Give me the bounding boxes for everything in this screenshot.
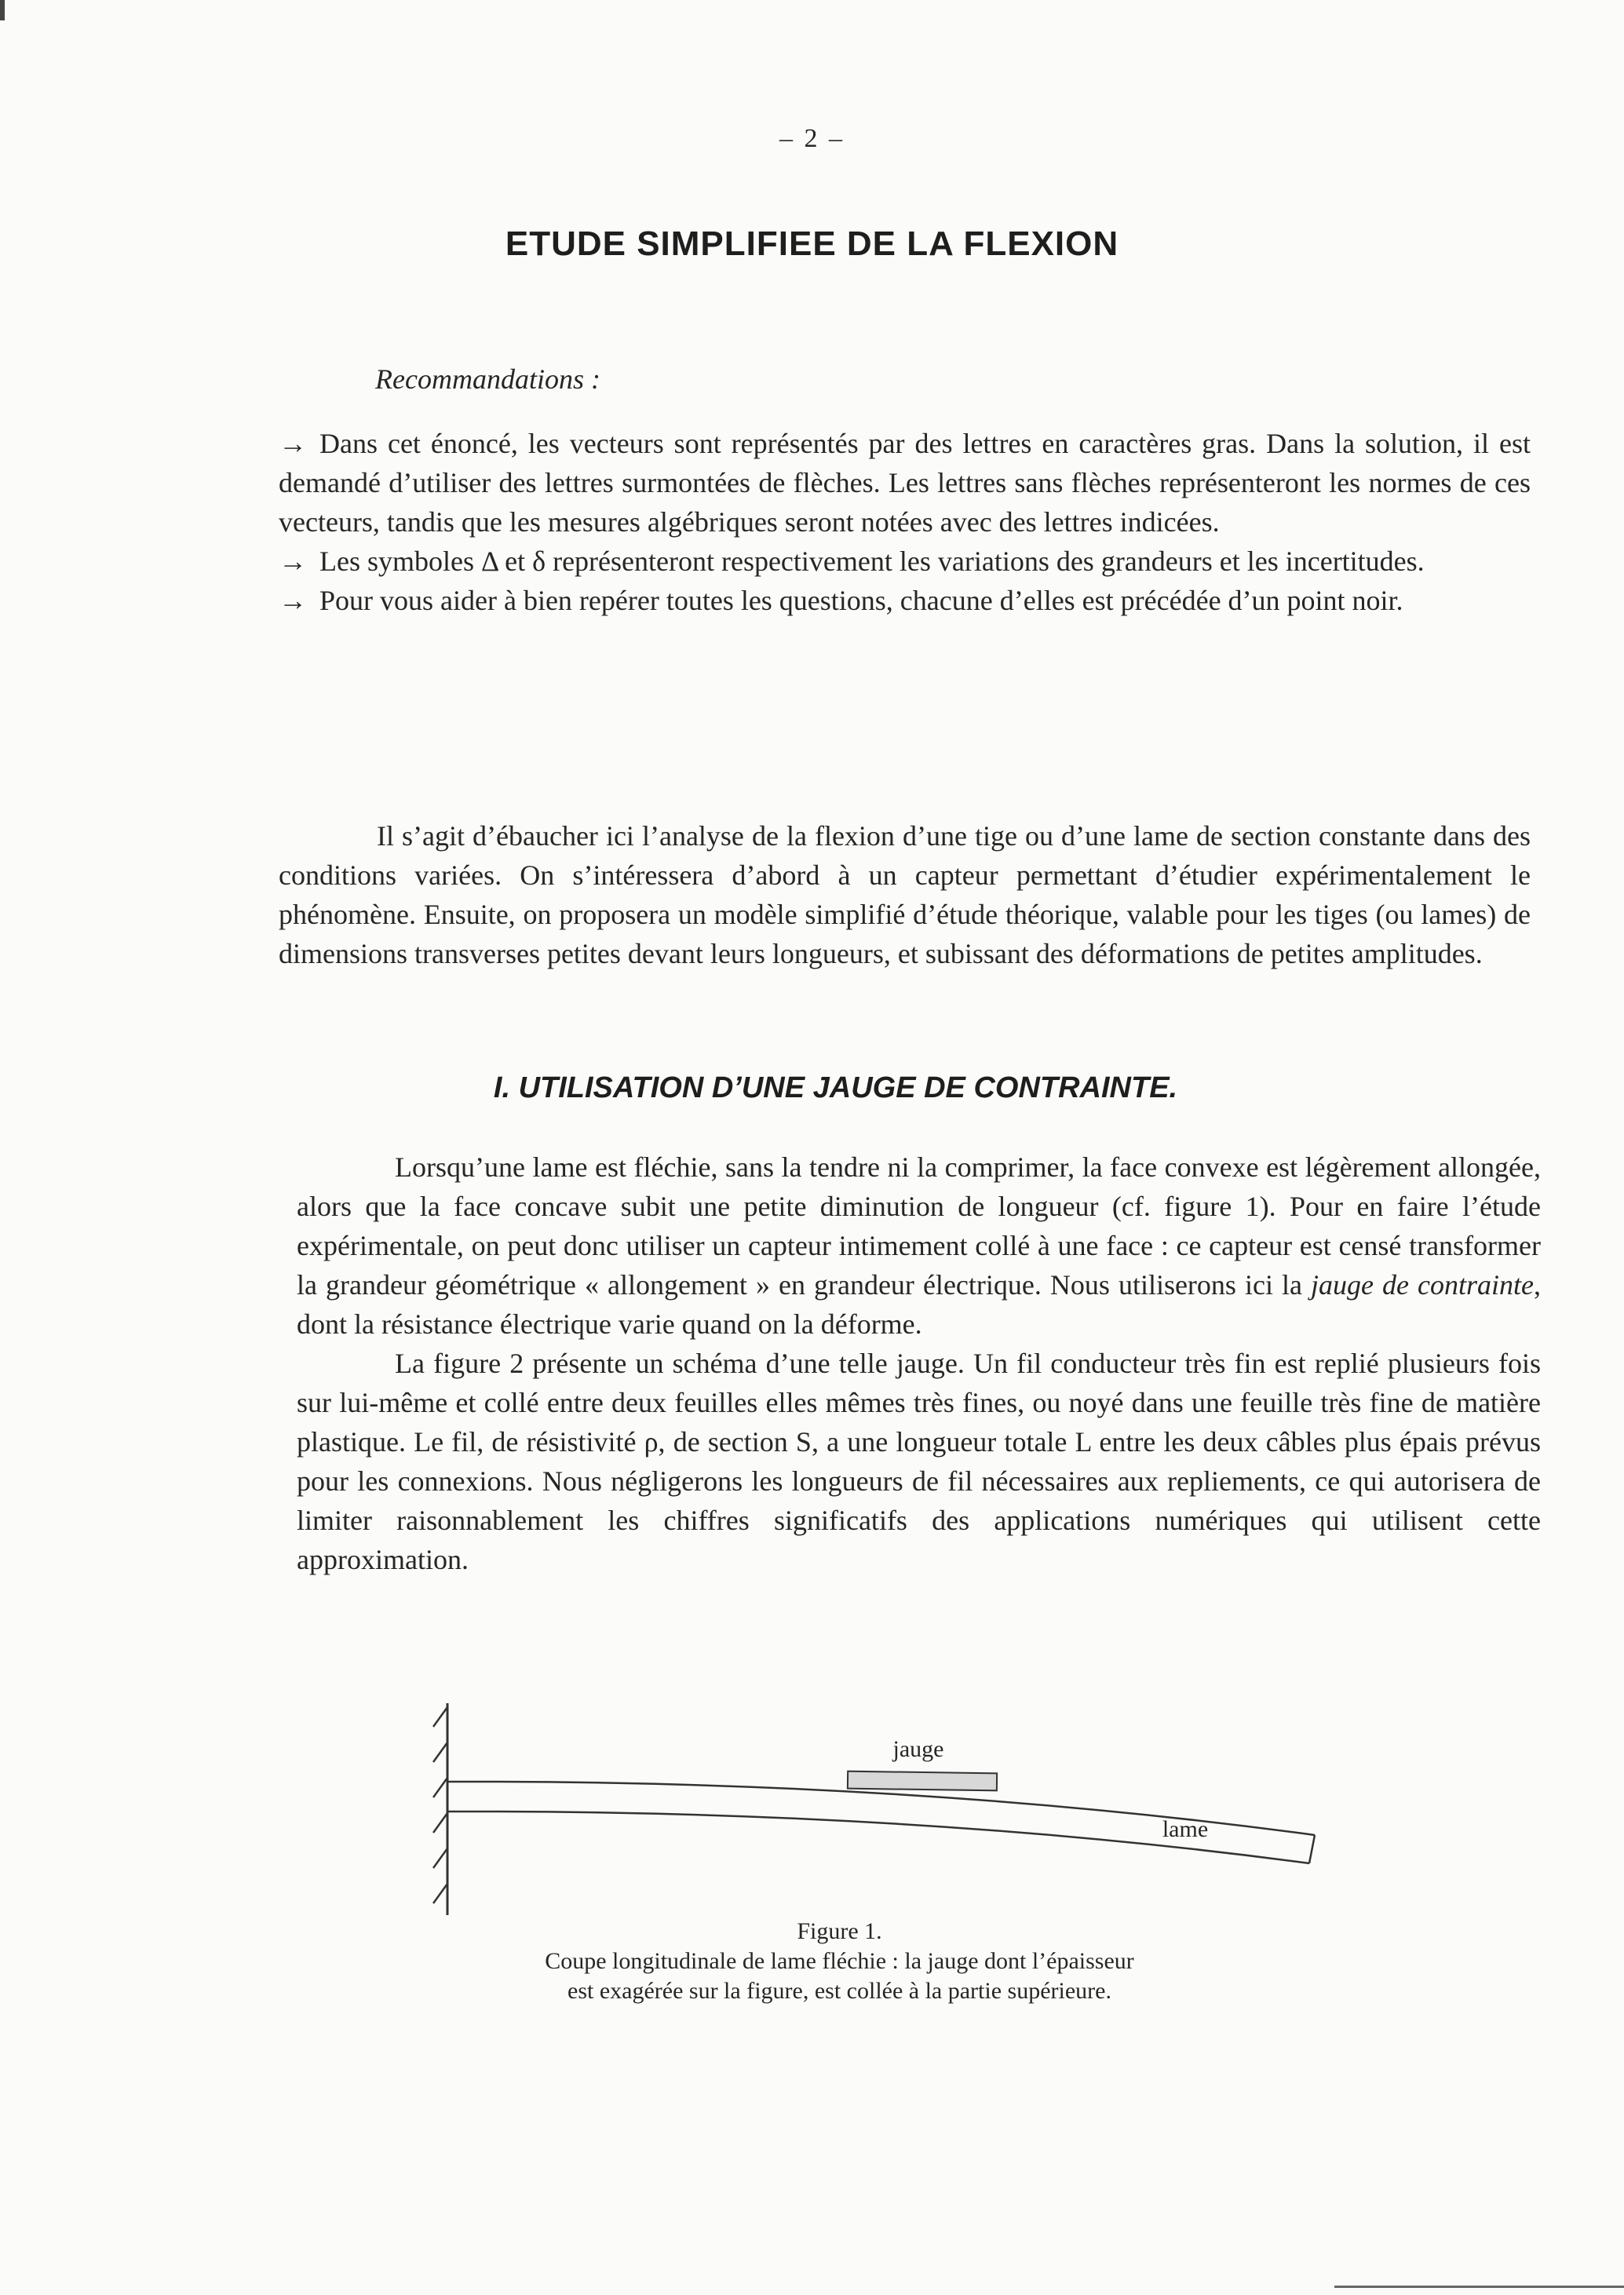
- recommendation-text: Les symboles Δ et δ représenteront respectivement les variations des grandeurs et les incertitudes.: [319, 545, 1425, 577]
- paragraph-text: , dont la résistance électrique varie quand on la déforme.: [297, 1269, 1541, 1340]
- gauge-label: jauge: [892, 1736, 944, 1762]
- recommendations-heading: Recommandations :: [375, 363, 600, 395]
- blade-label: lame: [1162, 1816, 1209, 1842]
- intro-block: [279, 816, 1531, 973]
- figure-1: [424, 1688, 1366, 1939]
- section-1-paragraph-2: La figure 2 présente un schéma d’une telle jauge. Un fil conducteur très fin est replié plusieurs fois sur lui-même et collé entre deux feuilles elles mêmes très fines, ou noyé dans une feuille très fine de matière plastique. Le fil, de résistivité ρ, de section S, a une longueur totale L entre les deux câbles plus épais prévus pour les connexions. Nous négligerons les longueurs de fil nécessaires aux repliements, ce qui autorisera de limiter raisonnablement les chiffres significatifs des applications numériques qui utilisent cette approximation.: [297, 1348, 1541, 1575]
- gauge-rect: [848, 1771, 997, 1791]
- recommendation-item: [279, 542, 1531, 581]
- wall-hatching: [433, 1707, 447, 1903]
- figure-1-caption: [0, 1917, 1624, 2006]
- page-title: ETUDE SIMPLIFIEE DE LA FLEXION: [505, 224, 1119, 263]
- recommendation-item: [279, 581, 1531, 620]
- figure-1-caption-line: Coupe longitudinale de lame fléchie : la jauge dont l’épaisseur: [545, 1948, 1134, 1974]
- recommendation-text: Dans cet énoncé, les vecteurs sont représentés par des lettres en caractères gras. Dans la solution, il est demandé d’utiliser des lettres surmontées de flèches. Les lettres sans flèches représenteront les normes de ces vecteurs, tandis que les mesures algébriques seront notées avec des lettres indicées.: [279, 428, 1531, 538]
- recommendation-text: Pour vous aider à bien repérer toutes les questions, chacune d’elles est précédée d’un point noir.: [319, 585, 1403, 616]
- section-1-body: [297, 1148, 1541, 1579]
- blade-end: [1309, 1835, 1315, 1863]
- section-1-paragraph-1: [297, 1148, 1541, 1344]
- figure-1-caption-line: est exagérée sur la figure, est collée à la partie supérieure.: [567, 1978, 1111, 2004]
- paragraph-text: Lorsqu’une lame est fléchie, sans la tendre ni la comprimer, la face convexe est légèrement allongée, alors que la face concave subit une petite diminution de longueur (cf. figure 1). Pour en faire l’étude expérimentale, on peut donc utiliser un capteur intimement collé à une face : ce capteur est censé transformer la grandeur géométrique « allongement » en grandeur électrique. Nous utiliserons ici la: [297, 1151, 1541, 1301]
- intro-paragraph: Il s’agit d’ébaucher ici l’analyse de la flexion d’une tige ou d’une lame de section constante dans des conditions variées. On s’intéressera d’abord à un capteur permettant d’étudier expérimentalement le phénomène. Ensuite, on proposera un modèle simplifié d’étude théorique, valable pour les tiges (ou lames) de dimensions transverses petites devant leurs longueurs, et subissant des déformations de petites amplitudes.: [279, 820, 1531, 969]
- arrow-icon: →: [279, 428, 307, 459]
- arrow-icon: →: [279, 545, 307, 577]
- figure-1-caption-title: Figure 1.: [797, 1918, 882, 1944]
- section-1-title: I. UTILISATION D’UNE JAUGE DE CONTRAINTE.: [493, 1071, 1178, 1104]
- arrow-icon: →: [279, 585, 307, 616]
- italic-term: jauge de contrainte: [1311, 1269, 1534, 1301]
- recommendations-list: [279, 424, 1531, 620]
- scan-corner-mark: [0, 0, 5, 20]
- figure-1-drawing: [424, 1688, 1366, 1939]
- recommendation-item: [279, 424, 1531, 542]
- scan-edge-line: [1334, 2286, 1624, 2288]
- page-number: – 2 –: [779, 124, 845, 153]
